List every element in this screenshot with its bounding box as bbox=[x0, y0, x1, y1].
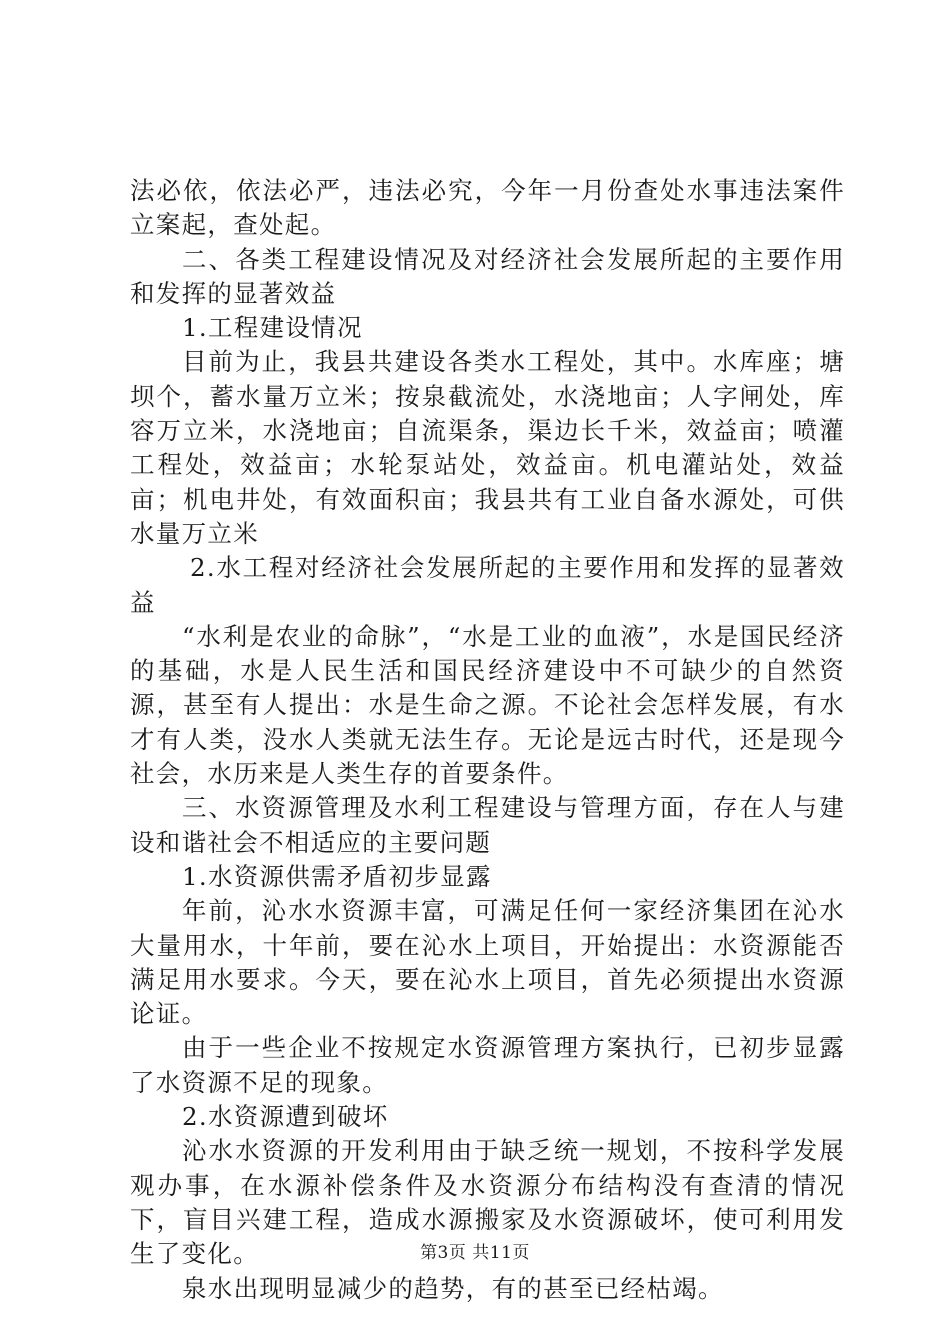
subheading-supply-demand: 1.水资源供需矛盾初步显露 bbox=[182, 861, 492, 891]
section-heading-3: 三、水资源管理及水利工程建设与管理方面，存在人与建设和谐社会不相适应的主要问题 bbox=[130, 793, 845, 857]
subheading-construction: 1.工程建设情况 bbox=[182, 313, 363, 343]
page-number-footer: 第3页 共11页 bbox=[420, 1243, 530, 1263]
subheading-damage: 2.水资源遭到破坏 bbox=[182, 1102, 389, 1132]
document-body bbox=[130, 174, 845, 1306]
paragraph-construction: 目前为止，我县共建设各类水工程处，其中。水库座；塘坝个，蓄水量万立米；按泉截流处，水浇地亩；人字闸处，库容万立米，水浇地亩；自流渠条，渠边长千米，效益亩；喷灌工程处，效益亩；水轮泵站处，效益亩。机电灌站处，效益亩；机电井处，有效面积亩；我县共有工业自备水源处，可供水量万立米 bbox=[130, 347, 845, 548]
paragraph-springs: 泉水出现明显减少的趋势，有的甚至已经枯竭。 bbox=[182, 1273, 724, 1303]
section-heading-2: 二、各类工程建设情况及对经济社会发展所起的主要作用和发挥的显著效益 bbox=[130, 244, 845, 308]
paragraph-continuation: 法必依，依法必严，违法必究，今年一月份查处水事违法案件立案起，查处起。 bbox=[130, 176, 845, 240]
paragraph-shortage: 由于一些企业不按规定水资源管理方案执行，已初步显露了水资源不足的现象。 bbox=[130, 1033, 845, 1097]
paragraph-damage: 沁水水资源的开发利用由于缺乏统一规划，不按科学发展观办事，在水源补偿条件及水资源分布结构没有查清的情况下，盲目兴建工程，造成水源搬家及水资源破坏，使可利用发生了变化。 bbox=[130, 1136, 845, 1269]
paragraph-benefits: “水利是农业的命脉”，“水是工业的血液”，水是国民经济的基础，水是人民生活和国民经济建设中不可缺少的自然资源，甚至有人提出：水是生命之源。不论社会怎样发展，有水才有人类，没水人类就无法生存。无论是远古时代，还是现今社会，水历来是人类生存的首要条件。 bbox=[130, 621, 845, 789]
subheading-benefits: 2.水工程对经济社会发展所起的主要作用和发挥的显著效益 bbox=[130, 553, 845, 617]
paragraph-supply-demand: 年前，沁水水资源丰富，可满足任何一家经济集团在沁水大量用水，十年前，要在沁水上项目，开始提出：水资源能否满足用水要求。今天，要在沁水上项目，首先必须提出水资源论证。 bbox=[130, 896, 845, 1029]
